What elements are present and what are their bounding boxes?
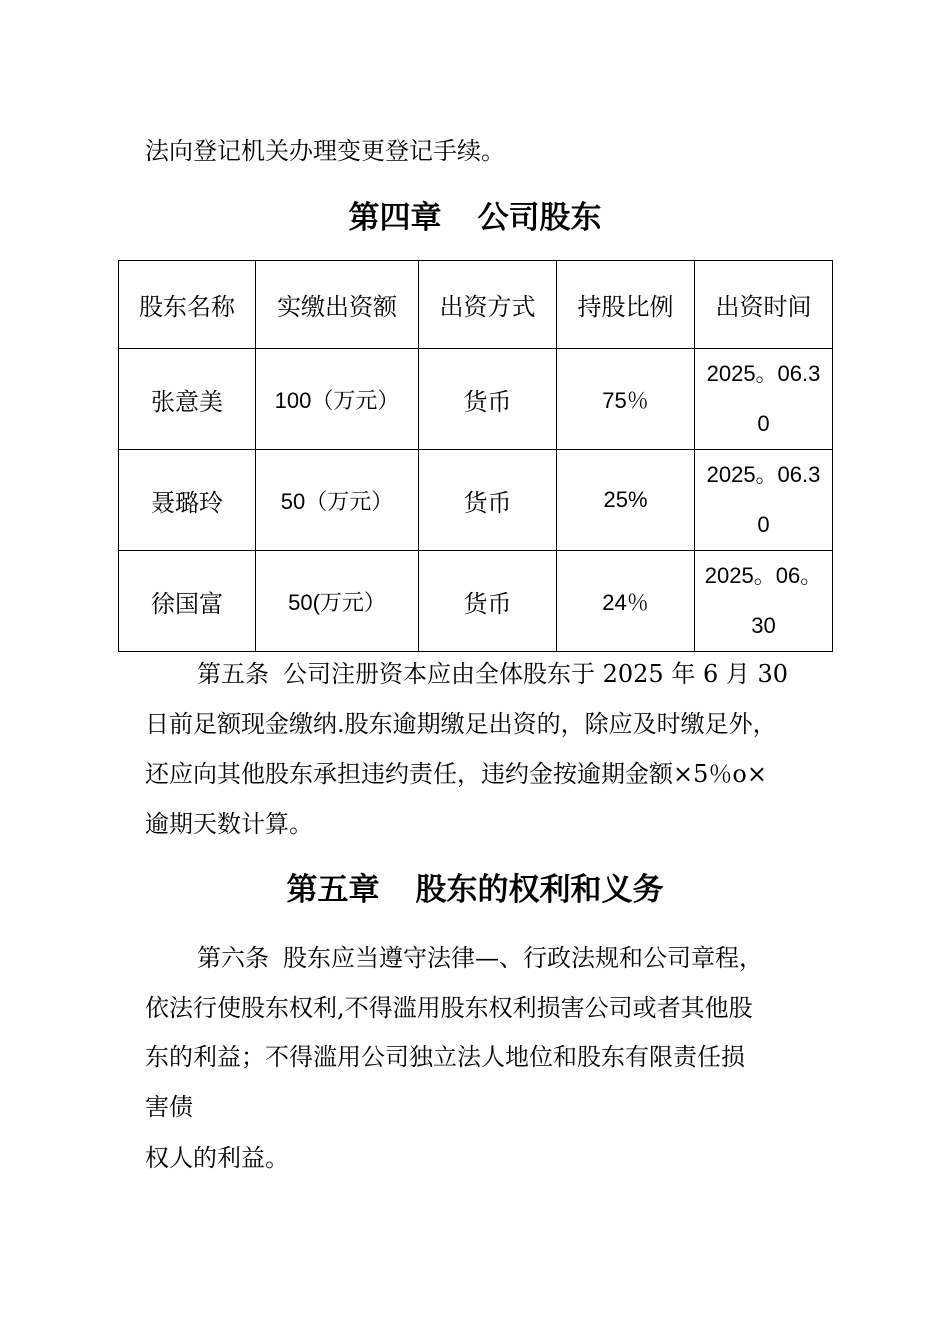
paragraph-top-line: 法向登记机关办理变更登记手续。 (145, 137, 505, 165)
article-6-text: 股东应当遵守法律—、行政法规和公司章程， (283, 944, 763, 972)
table-row (119, 450, 833, 551)
chapter-5-number: 第五章 (286, 872, 380, 908)
article-6-line-4: 害债 (145, 1093, 193, 1121)
chapter-4-heading (0, 198, 950, 238)
cell-name: 张意美 (119, 349, 256, 450)
article-5-line-2: 日前足额现金缴纳.股东逾期缴足出资的，除应及时缴足外， (145, 710, 777, 738)
header-date: 出资时间 (695, 261, 833, 349)
header-name: 股东名称 (119, 261, 256, 349)
article-5-label: 第五条 (197, 660, 269, 688)
header-ratio: 持股比例 (557, 261, 695, 349)
article-6-label: 第六条 (197, 944, 269, 972)
chapter-4-title: 公司股东 (477, 200, 602, 236)
article-5-line-4: 逾期天数计算。 (145, 810, 313, 838)
article-6-line-2: 依法行使股东权利,不得滥用股东权利损害公司或者其他股 (145, 994, 753, 1022)
header-method: 出资方式 (419, 261, 557, 349)
cell-ratio: 75％ (557, 349, 695, 450)
chapter-5-heading (0, 870, 950, 910)
cell-amount: 50(万元） (256, 551, 419, 652)
cell-name: 徐国富 (119, 551, 256, 652)
table-row (119, 551, 833, 652)
cell-ratio: 24％ (557, 551, 695, 652)
cell-ratio: 25% (557, 450, 695, 551)
header-amount: 实缴出资额 (256, 261, 419, 349)
table-header-row (119, 261, 833, 349)
cell-date: 2025。06.30 (695, 349, 833, 450)
shareholders-table (118, 260, 833, 652)
cell-method: 货币 (419, 551, 557, 652)
article-6-line-1 (145, 933, 763, 983)
chapter-4-number: 第四章 (348, 200, 442, 236)
article-6-line-5: 权人的利益。 (145, 1144, 289, 1172)
cell-amount: 100（万元） (256, 349, 419, 450)
cell-amount: 50（万元） (256, 450, 419, 551)
article-5-text: 公司注册资本应由全体股东于 2025 年 6 月 30 (283, 660, 789, 688)
cell-method: 货币 (419, 450, 557, 551)
article-6-line-3: 东的利益；不得滥用公司独立法人地位和股东有限责任损 (145, 1043, 745, 1071)
cell-method: 货币 (419, 349, 557, 450)
table-row (119, 349, 833, 450)
article-5-line-3: 还应向其他股东承担违约责任，违约金按逾期金额×5％o× (145, 760, 767, 788)
cell-name: 聂璐玲 (119, 450, 256, 551)
chapter-5-title: 股东的权利和义务 (415, 872, 664, 908)
article-5-line-1 (145, 649, 788, 699)
cell-date: 2025。06。30 (695, 551, 833, 652)
cell-date: 2025。06.30 (695, 450, 833, 551)
